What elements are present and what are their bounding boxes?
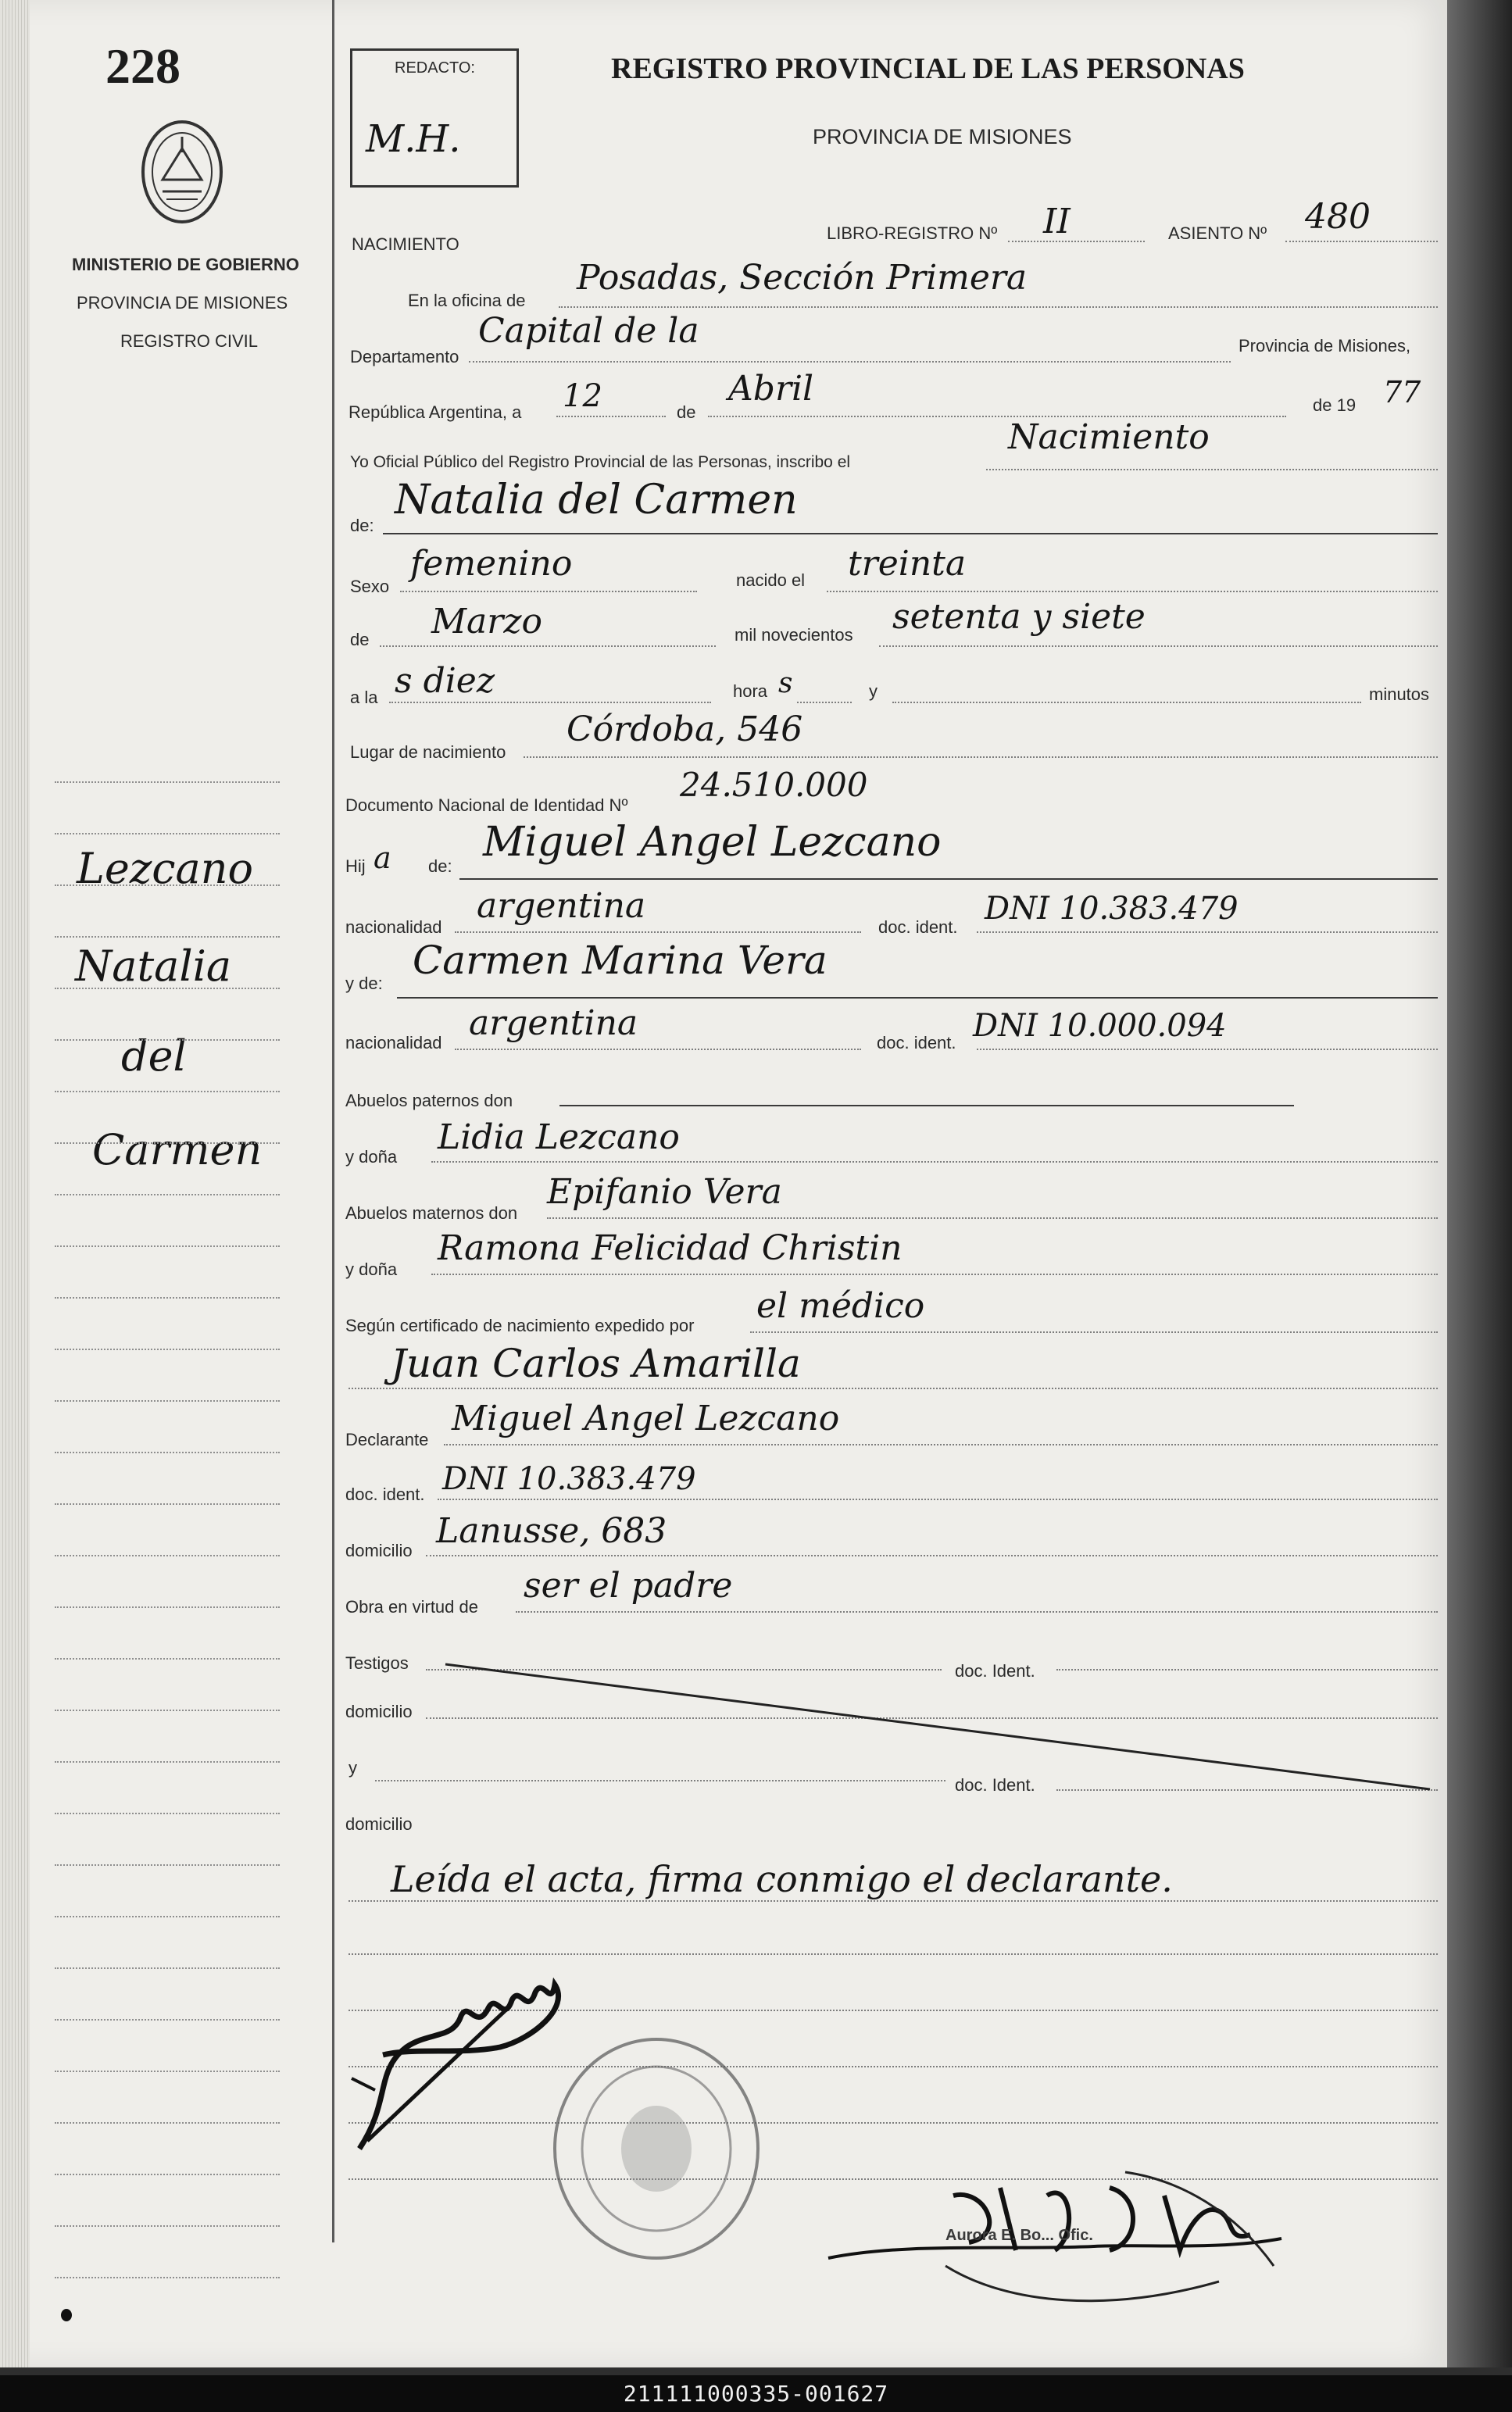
minutos-label: minutos: [1369, 684, 1430, 704]
nacido-label: nacido el: [736, 570, 806, 590]
margin-rule: [55, 2277, 280, 2278]
inscribo-value: Nacimiento: [1008, 417, 1210, 457]
medico-value: Juan Carlos Amarilla: [391, 1341, 801, 1386]
office-label: REGISTRO CIVIL: [120, 331, 259, 351]
margin-rule: [55, 1864, 280, 1866]
y-label: y: [869, 681, 878, 701]
margin-rule: [55, 2019, 280, 2021]
margin-rule: [55, 1606, 280, 1608]
anio-value: 77: [1383, 375, 1421, 409]
departamento-value: Capital de la: [478, 311, 699, 351]
book-spine: [0, 0, 30, 2367]
margin-rule: [55, 833, 280, 834]
doc-ident2-label: doc. Ident.: [955, 1775, 1035, 1795]
doc2-label: doc. ident.: [877, 1033, 956, 1052]
redacto-value: M.H.: [366, 117, 461, 161]
mil-label: mil novecientos: [735, 625, 853, 645]
province-label: PROVINCIA DE MISIONES: [77, 293, 288, 313]
closing-statement: Leída el acta, firma conmigo el declarante.: [391, 1858, 1173, 1900]
margin-rule: [55, 936, 280, 938]
oficina-value: Posadas, Sección Primera: [577, 258, 1028, 298]
madre-value: Carmen Marina Vera: [413, 938, 827, 983]
ala-label: a la: [350, 688, 378, 707]
margin-rule: [55, 2225, 280, 2227]
doc-ident1-label: doc. Ident.: [955, 1661, 1035, 1681]
margin-rule: [55, 781, 280, 783]
margin-note-surname: Lezcano: [77, 844, 253, 893]
dia-value: 12: [563, 378, 602, 414]
ink-spot: [61, 2309, 72, 2321]
margin-rule: [55, 1245, 280, 1247]
provincia-label: Provincia de Misiones,: [1239, 336, 1411, 356]
cancel-strike: [438, 1656, 1438, 1797]
domicilio-value: Lanusse, 683: [436, 1511, 667, 1551]
hij-suffix: a: [374, 841, 391, 875]
declarante-value: Miguel Angel Lezcano: [452, 1399, 840, 1438]
sexo-value: femenino: [410, 544, 573, 584]
doc1-value: DNI 10.383.479: [985, 891, 1239, 927]
ala-value: s diez: [395, 661, 495, 701]
padre-value: Miguel Angel Lezcano: [483, 819, 942, 866]
margin-rule: [55, 1452, 280, 1453]
doña1-label: y doña: [345, 1147, 398, 1167]
hij-label: Hij: [345, 856, 366, 876]
ministry-label: MINISTERIO DE GOBIERNO: [72, 255, 299, 274]
sexo-label: Sexo: [350, 577, 390, 596]
registry-title: REGISTRO PROVINCIAL DE LAS PERSONAS: [611, 52, 1245, 85]
oficial-label: Yo Oficial Público del Registro Provincial de las Personas, inscribo el: [350, 453, 851, 471]
doña2-value: Ramona Felicidad Christin: [438, 1228, 903, 1268]
domicilio-label: domicilio: [345, 1541, 413, 1560]
margin-rule: [55, 1503, 280, 1505]
margin-rule: [55, 1761, 280, 1763]
domicilio2-label: domicilio: [345, 1702, 413, 1721]
margin-rule: [55, 1297, 280, 1299]
obra-value: ser el padre: [524, 1566, 733, 1606]
lugar-label: Lugar de nacimiento: [350, 742, 506, 762]
declarante-label: Declarante: [345, 1430, 429, 1449]
margin-rule: [55, 2122, 280, 2124]
mes-nac-value: Marzo: [431, 602, 542, 641]
margin-rule: [55, 1091, 280, 1092]
registry-stamp-icon: [547, 2031, 766, 2266]
margin-divider: [332, 0, 334, 2242]
de2-label: de: [350, 630, 370, 649]
obra-label: Obra en virtud de: [345, 1597, 478, 1617]
margin-rule: [55, 1194, 280, 1195]
registry-subtitle: PROVINCIA DE MISIONES: [813, 125, 1072, 148]
margin-rule: [55, 1349, 280, 1350]
document-code: 211111000335-001627: [0, 2375, 1512, 2412]
nac2-value: argentina: [469, 1003, 638, 1043]
doc1-label: doc. ident.: [878, 917, 958, 937]
margin-rule: [55, 1400, 280, 1402]
doc-declarante-value: DNI 10.383.479: [442, 1461, 696, 1497]
abuelos-paternos-label: Abuelos paternos don: [345, 1091, 513, 1110]
lugar-value: Córdoba, 546: [567, 709, 803, 749]
abuelos-maternos-label: Abuelos maternos don: [345, 1203, 518, 1223]
cert-value: el médico: [756, 1286, 925, 1326]
margin-rule: [55, 1658, 280, 1660]
margin-rule: [55, 884, 280, 886]
doc-declarante-label: doc. ident.: [345, 1485, 425, 1504]
yde-label: y de:: [345, 974, 383, 993]
doña1-value: Lidia Lezcano: [438, 1117, 680, 1157]
margin-rule: [55, 1967, 280, 1969]
libro-label: LIBRO-REGISTRO Nº: [827, 223, 998, 243]
anio-nac-value: setenta y siete: [892, 597, 1146, 637]
margin-rule: [55, 1142, 280, 1144]
margin-rule: [55, 1916, 280, 1917]
abmat-value: Epifanio Vera: [547, 1172, 782, 1212]
y2-label: y: [349, 1758, 357, 1778]
dni-value: 24.510.000: [680, 766, 868, 804]
hij-de-label: de:: [428, 856, 452, 876]
oficina-label: En la oficina de: [408, 291, 526, 310]
margin-rule: [55, 2071, 280, 2072]
page-number: 228: [105, 38, 181, 94]
act-type-label: NACIMIENTO: [352, 234, 459, 254]
nombre-value: Natalia del Carmen: [395, 477, 798, 523]
horas-suffix: s: [778, 667, 793, 699]
libro-value: II: [1043, 202, 1071, 241]
margin-rule: [55, 988, 280, 989]
doña2-label: y doña: [345, 1260, 398, 1279]
nac1-label: nacionalidad: [345, 917, 442, 937]
de-label: de: [677, 402, 696, 422]
margin-rule: [55, 1710, 280, 1711]
margin-note-carmen: Carmen: [92, 1125, 263, 1174]
republica-label: República Argentina, a: [349, 402, 522, 422]
horas-label: hora: [733, 681, 768, 701]
page-shadow: [1447, 0, 1512, 2367]
margin-note-del: del: [121, 1031, 187, 1081]
dni-label: Documento Nacional de Identidad Nº: [345, 795, 628, 815]
margin-note-first-name: Natalia: [75, 942, 232, 991]
de-nombre-label: de:: [350, 516, 374, 535]
nacido-value: treinta: [848, 544, 967, 584]
provincial-seal-icon: [139, 117, 225, 227]
doc2-value: DNI 10.000.094: [973, 1008, 1227, 1044]
margin-rule: [55, 2174, 280, 2175]
de19-label: de 19: [1313, 395, 1357, 415]
testigos-label: Testigos: [345, 1653, 409, 1673]
asiento-value: 480: [1305, 197, 1371, 237]
nac2-label: nacionalidad: [345, 1033, 442, 1052]
official-signature-caption: Aurora E. Bo... Ofic.: [945, 2227, 1093, 2244]
redacto-label: REDACTO:: [395, 59, 475, 77]
nac1-value: argentina: [477, 886, 646, 926]
margin-rule: [55, 1555, 280, 1556]
departamento-label: Departamento: [350, 347, 459, 366]
margin-rule: [55, 1039, 280, 1041]
asiento-label: ASIENTO Nº: [1168, 223, 1267, 243]
cert-label: Según certificado de nacimiento expedido por: [345, 1316, 695, 1335]
margin-rule: [55, 1813, 280, 1814]
domicilio3-label: domicilio: [345, 1814, 413, 1834]
mes-value: Abril: [728, 369, 814, 409]
